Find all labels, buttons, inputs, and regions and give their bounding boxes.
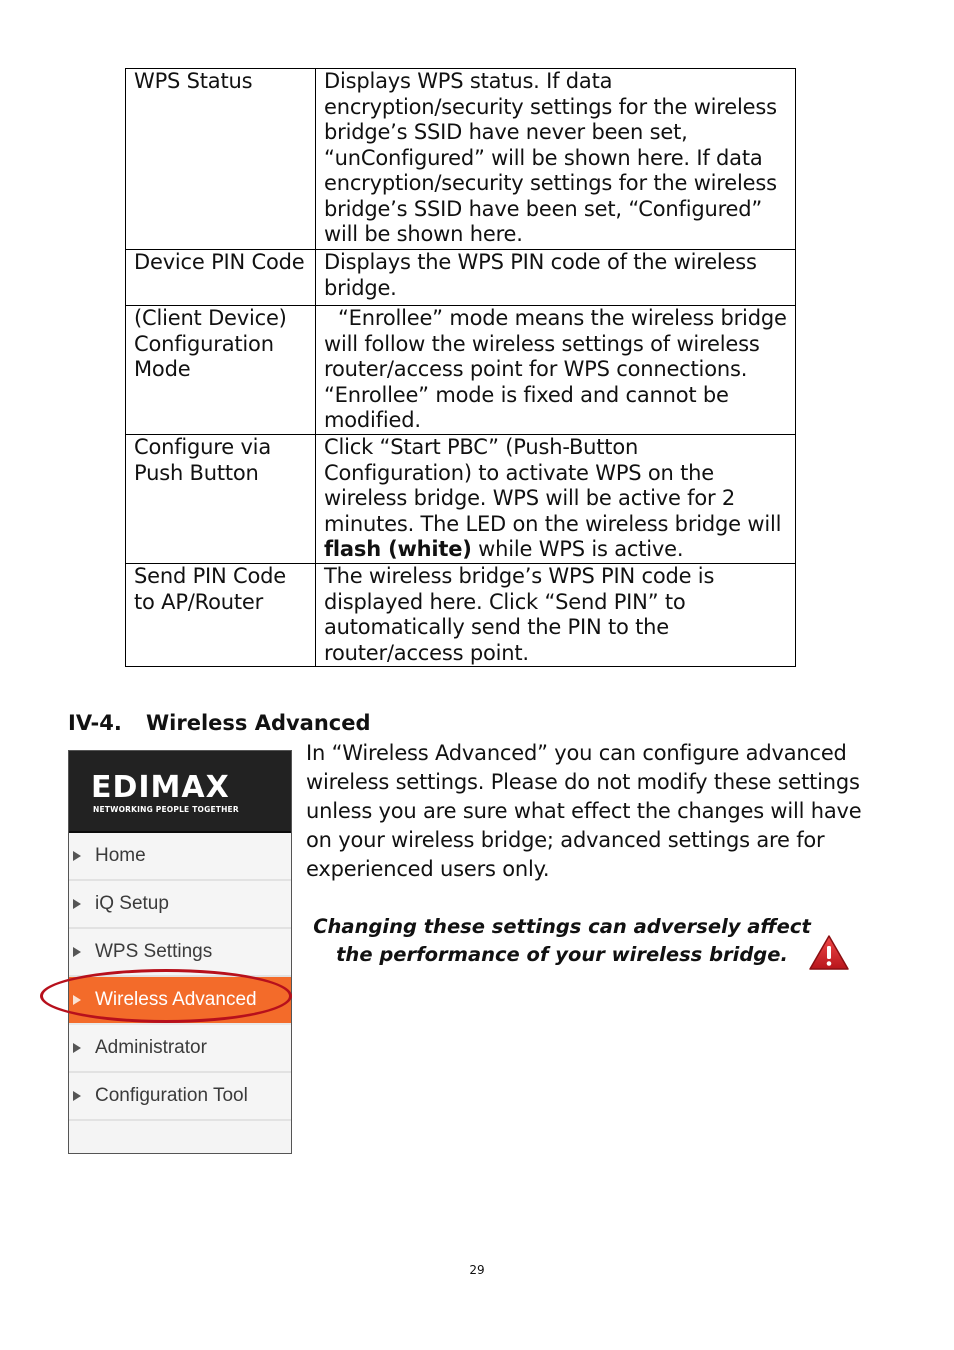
logo-tagline: NETWORKING PEOPLE TOGETHER [93,805,239,814]
sidebar-item-label: Administrator [95,1037,207,1058]
wps-settings-table [125,68,796,667]
table-description [316,435,796,564]
page-number: 29 [469,1263,485,1277]
triangle-right-icon [73,995,81,1005]
section-heading [68,711,371,735]
section-title: Wireless Advanced [146,711,371,735]
sidebar-item-wps-settings[interactable] [69,929,291,977]
table-description: Displays WPS status. If data encryption/security settings for the wireless bridge’s SSID have never been set, “unConfigured” will be shown here. If data encryption/security settings for the wireless bridge’s SSID have been set, “Configured” will be shown here. [316,69,796,250]
triangle-right-icon [73,899,81,909]
table-term: WPS Status [126,69,316,250]
sidebar-item-label: Configuration Tool [95,1085,248,1106]
table-description: Displays the WPS PIN code of the wireless bridge. [316,250,796,306]
table-description-text: while WPS is active. [471,537,684,561]
sidebar-item-label: WPS Settings [95,941,213,962]
table-term: Device PIN Code [126,250,316,306]
triangle-right-icon [73,851,81,861]
sidebar-item-wireless-advanced[interactable] [69,977,291,1025]
sidebar-item-label: Wireless Advanced [95,989,257,1010]
sidebar-item-home[interactable] [69,833,291,881]
table-term: Configure via Push Button [126,435,316,564]
triangle-right-icon [73,1043,81,1053]
table-row [126,306,796,435]
table-description-text: Click “Start PBC” (Push-Button Configuration) to activate WPS on the wireless bridge. WPS will be active for 2 minutes. The LED on the wireless bridge will [324,435,782,536]
table-term: Send PIN Code to AP/Router [126,564,316,667]
table-term: (Client Device) Configuration Mode [126,306,316,435]
table-description: The wireless bridge’s WPS PIN code is displayed here. Click “Send PIN” to automatically send the PIN to the router/access point. [316,564,796,667]
intro-paragraph: In “Wireless Advanced” you can configure advanced wireless settings. Please do not modify these settings unless you are sure what effect the changes will have on your wireless bridge; advanced settings are for experienced users only. [306,741,862,881]
section-number: IV-4. [68,711,122,735]
triangle-right-icon [73,947,81,957]
table-description-bold: flash (white) [324,537,472,561]
sidebar-item-label: iQ Setup [95,893,169,914]
table-row [126,564,796,667]
edimax-logo: EDIMAX [91,770,230,805]
table-row [126,250,796,306]
warning-text: Changing these settings can adversely affect the performance of your wireless bridge. [313,915,811,966]
table-description-text: “Enrollee” mode means the wireless bridge will follow the wireless settings of wireless router/access point for WPS connections. “Enrollee” mode is fixed and cannot be modified. [324,306,787,432]
table-row [126,435,796,564]
sidebar-screenshot [68,750,292,1154]
sidebar-item-iq-setup[interactable] [69,881,291,929]
triangle-right-icon [73,1091,81,1101]
table-description [316,306,796,435]
sidebar-item-administrator[interactable] [69,1025,291,1073]
warning-triangle-icon [808,934,850,972]
brand-header [69,751,291,833]
table-row [126,69,796,250]
sidebar-item-label: Home [95,845,146,866]
sidebar-item-configuration-tool[interactable] [69,1073,291,1121]
